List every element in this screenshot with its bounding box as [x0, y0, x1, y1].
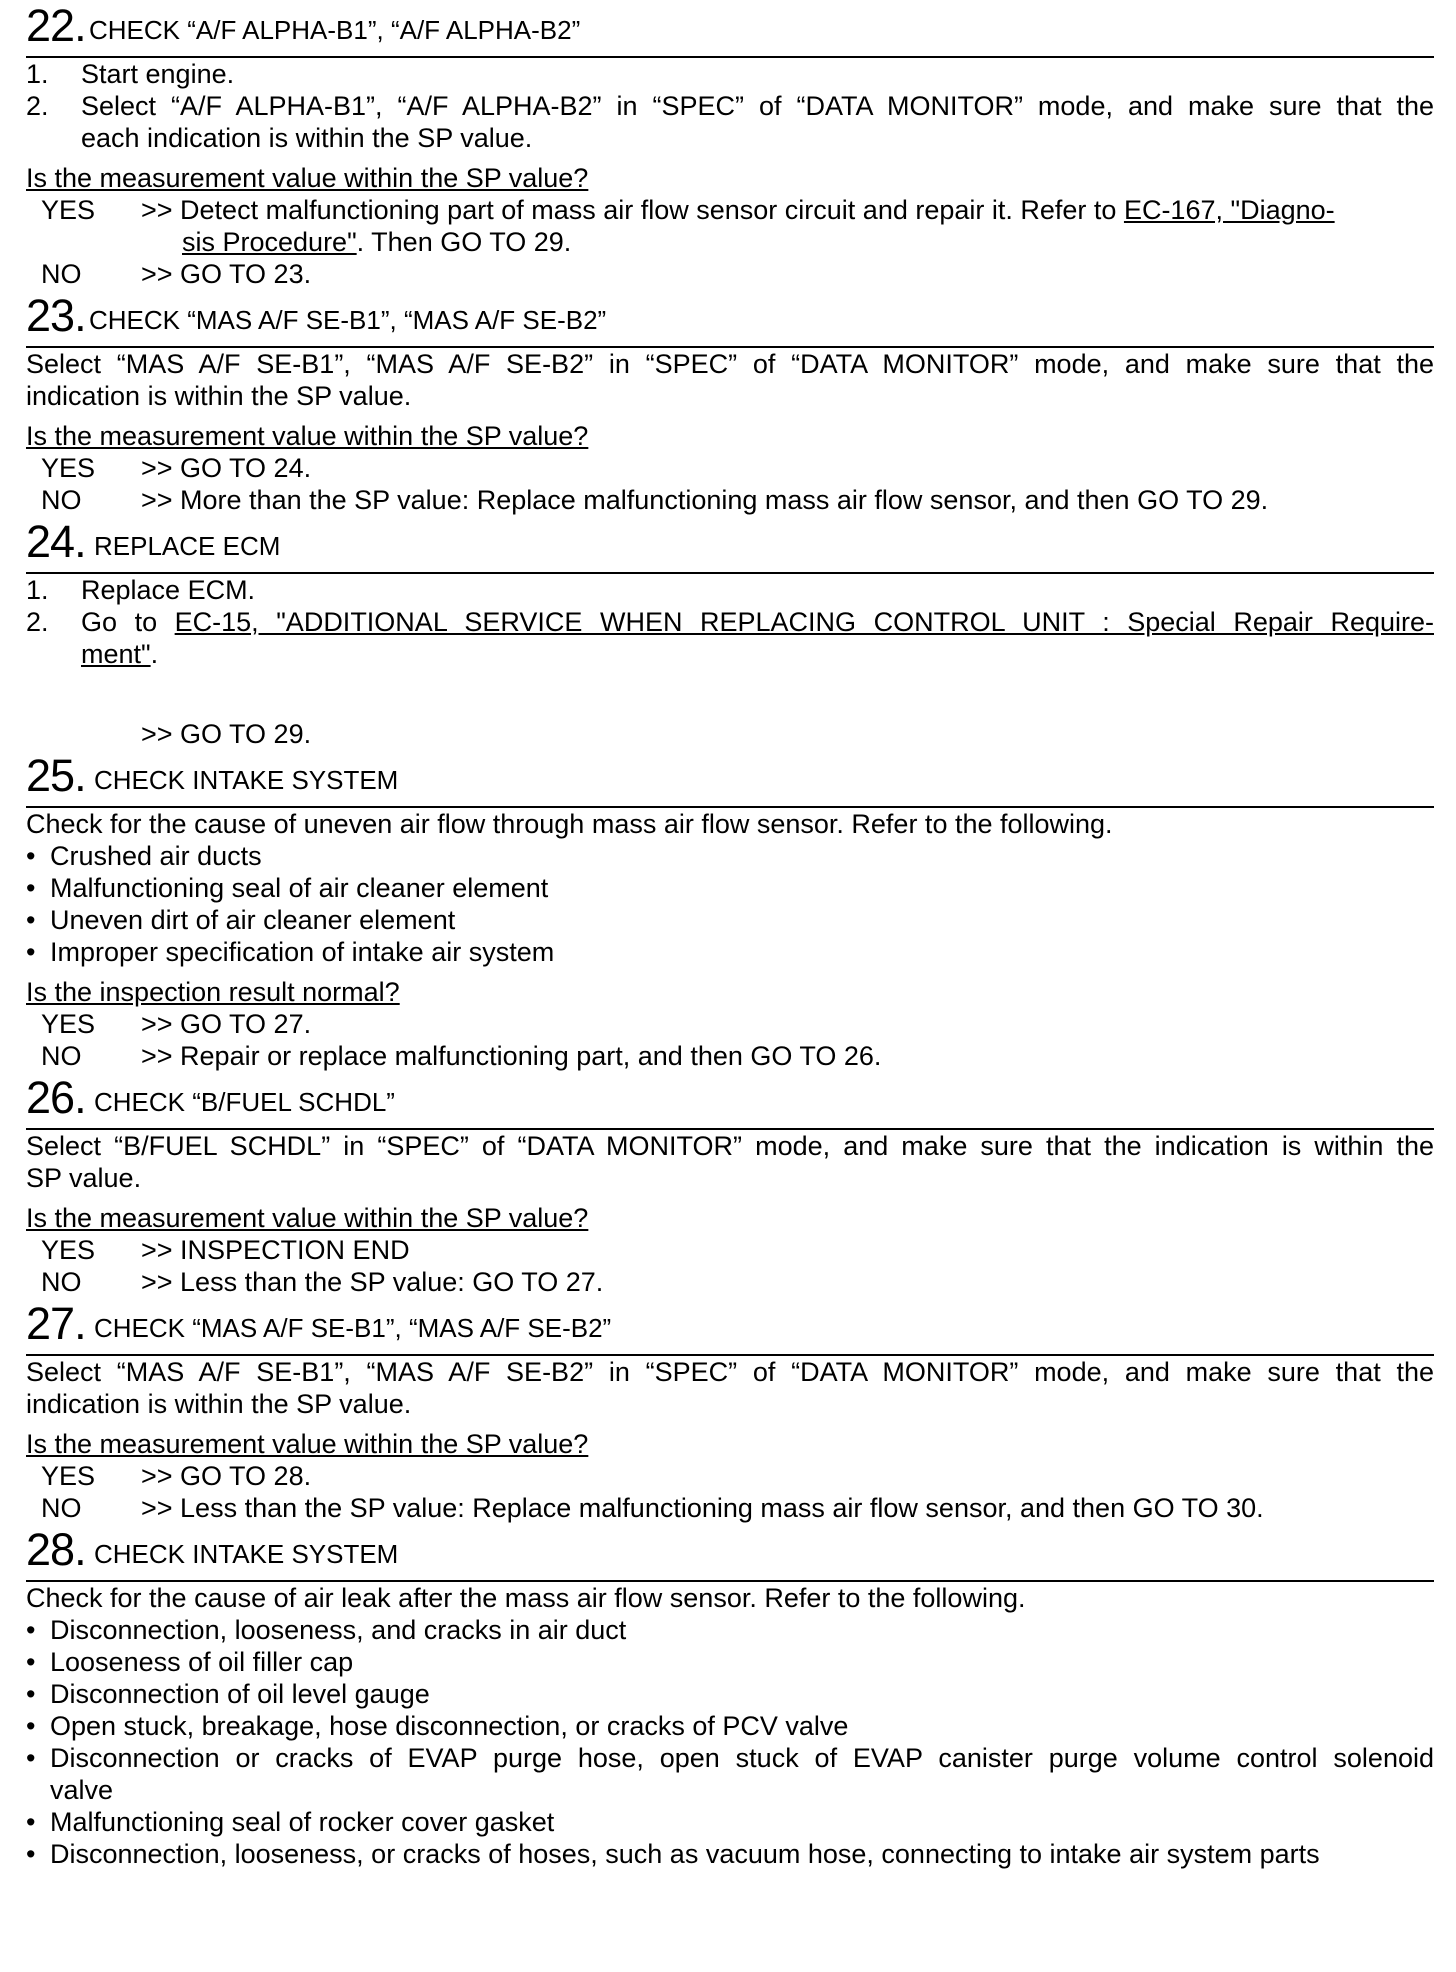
- bullet-item: • Disconnection, looseness, and cracks in air duct: [26, 1615, 627, 1645]
- step-number: 22.: [26, 0, 86, 51]
- reference-link[interactable]: EC-15, "ADDITIONAL SERVICE WHEN REPLACING CONTROL UNIT : Special Repair Require-: [174, 607, 1434, 637]
- answer-yes-cont: sis Procedure". Then GO TO 29.: [182, 227, 572, 257]
- answer-no: NO >> Repair or replace malfunctioning part, and then GO TO 26.: [41, 1041, 882, 1071]
- step-number: 24.: [26, 516, 86, 567]
- bullet-item: • Disconnection or cracks of EVAP purge hose, open stuck of EVAP canister purge volume control solenoid: [26, 1743, 1434, 1773]
- bullet-item: • Disconnection, looseness, or cracks of hoses, such as vacuum hose, connecting to intake air system parts: [26, 1839, 1320, 1869]
- answer-no: NO >> Less than the SP value: GO TO 27.: [41, 1267, 604, 1297]
- step-header: [26, 516, 1434, 574]
- bullet-item: • Crushed air ducts: [26, 841, 262, 871]
- body-text: indication is within the SP value.: [26, 381, 412, 411]
- numbered-item: 2. Select “A/F ALPHA-B1”, “A/F ALPHA-B2” in “SPEC” of “DATA MONITOR” mode, and make sure that the: [26, 91, 1434, 121]
- question: Is the measurement value within the SP value?: [26, 163, 589, 193]
- bullet-item: • Malfunctioning seal of rocker cover gasket: [26, 1807, 555, 1837]
- numbered-item: 2. Go to EC-15, "ADDITIONAL SERVICE WHEN REPLACING CONTROL UNIT : Special Repair Require-: [26, 607, 1434, 637]
- step-26: [26, 1072, 1434, 1298]
- answer-yes: YES >> GO TO 24.: [41, 453, 312, 483]
- question: Is the measurement value within the SP value?: [26, 1429, 589, 1459]
- numbered-item: 1. Start engine.: [26, 59, 235, 89]
- answer-goto: >> GO TO 29.: [141, 719, 312, 749]
- step-24: [26, 516, 1434, 750]
- bullet-item: • Uneven dirt of air cleaner element: [26, 905, 456, 935]
- step-23: [26, 290, 1434, 516]
- question: Is the measurement value within the SP value?: [26, 1203, 589, 1233]
- bullet-item: • Improper specification of intake air system: [26, 937, 555, 967]
- step-header: [26, 1072, 1434, 1130]
- step-number: 25.: [26, 750, 86, 801]
- step-header: [26, 750, 1434, 808]
- bullet-item: • Disconnection of oil level gauge: [26, 1679, 430, 1709]
- step-title: CHECK “MAS A/F SE-B1”, “MAS A/F SE-B2”: [94, 1313, 612, 1343]
- step-28: [26, 1524, 1434, 1870]
- step-header: [26, 290, 1434, 348]
- step-title: CHECK “B/FUEL SCHDL”: [94, 1087, 395, 1117]
- step-title: CHECK “A/F ALPHA-B1”, “A/F ALPHA-B2”: [89, 15, 581, 45]
- answer-no: NO >> More than the SP value: Replace malfunctioning mass air flow sensor, and then GO TO 29.: [41, 485, 1269, 515]
- answer-no: NO >> Less than the SP value: Replace malfunctioning mass air flow sensor, and then GO TO 30.: [41, 1493, 1264, 1523]
- body-text: Select “MAS A/F SE-B1”, “MAS A/F SE-B2” in “SPEC” of “DATA MONITOR” mode, and make sure that the: [26, 1357, 1434, 1387]
- step-header: [26, 1524, 1434, 1582]
- step-number: 28.: [26, 1524, 86, 1575]
- body-text: Select “MAS A/F SE-B1”, “MAS A/F SE-B2” in “SPEC” of “DATA MONITOR” mode, and make sure that the: [26, 349, 1434, 379]
- body-text: Check for the cause of air leak after the mass air flow sensor. Refer to the following.: [26, 1583, 1026, 1613]
- answer-yes: YES >> GO TO 27.: [41, 1009, 312, 1039]
- step-22: [26, 0, 1434, 290]
- step-header: [26, 0, 1434, 58]
- step-27: [26, 1298, 1434, 1524]
- step-title: CHECK INTAKE SYSTEM: [94, 1539, 399, 1569]
- bullet-item-cont: valve: [50, 1775, 114, 1805]
- step-title: CHECK INTAKE SYSTEM: [94, 765, 399, 795]
- answer-yes: YES >> INSPECTION END: [41, 1235, 410, 1265]
- step-number: 26.: [26, 1072, 86, 1123]
- body-text: Check for the cause of uneven air flow through mass air flow sensor. Refer to the following.: [26, 809, 1113, 839]
- numbered-item-cont: each indication is within the SP value.: [81, 123, 533, 153]
- body-text: Select “B/FUEL SCHDL” in “SPEC” of “DATA MONITOR” mode, and make sure that the indication is within the: [26, 1131, 1434, 1161]
- step-header: [26, 1298, 1434, 1356]
- step-number: 23.: [26, 290, 86, 341]
- step-title: REPLACE ECM: [94, 531, 281, 561]
- reference-link[interactable]: EC-167, "Diagno-: [1123, 195, 1335, 225]
- reference-link[interactable]: sis Procedure": [182, 227, 357, 257]
- answer-yes: YES >> Detect malfunctioning part of mass air flow sensor circuit and repair it. Refer to EC-167, "Diagno-: [41, 195, 1335, 225]
- question: Is the measurement value within the SP value?: [26, 421, 589, 451]
- step-number: 27.: [26, 1298, 86, 1349]
- bullet-item: • Malfunctioning seal of air cleaner element: [26, 873, 549, 903]
- numbered-item-cont: ment".: [81, 639, 159, 669]
- body-text: SP value.: [26, 1163, 142, 1193]
- body-text: indication is within the SP value.: [26, 1389, 412, 1419]
- answer-no: NO >> GO TO 23.: [41, 259, 312, 289]
- reference-link[interactable]: ment": [81, 639, 151, 669]
- step-25: [26, 750, 1434, 1072]
- numbered-item: 1. Replace ECM.: [26, 575, 256, 605]
- step-title: CHECK “MAS A/F SE-B1”, “MAS A/F SE-B2”: [89, 305, 607, 335]
- bullet-item: • Looseness of oil filler cap: [26, 1647, 354, 1677]
- question: Is the inspection result normal?: [26, 977, 400, 1007]
- answer-yes: YES >> GO TO 28.: [41, 1461, 312, 1491]
- document-page: [26, 0, 1434, 1870]
- bullet-item: • Open stuck, breakage, hose disconnection, or cracks of PCV valve: [26, 1711, 849, 1741]
